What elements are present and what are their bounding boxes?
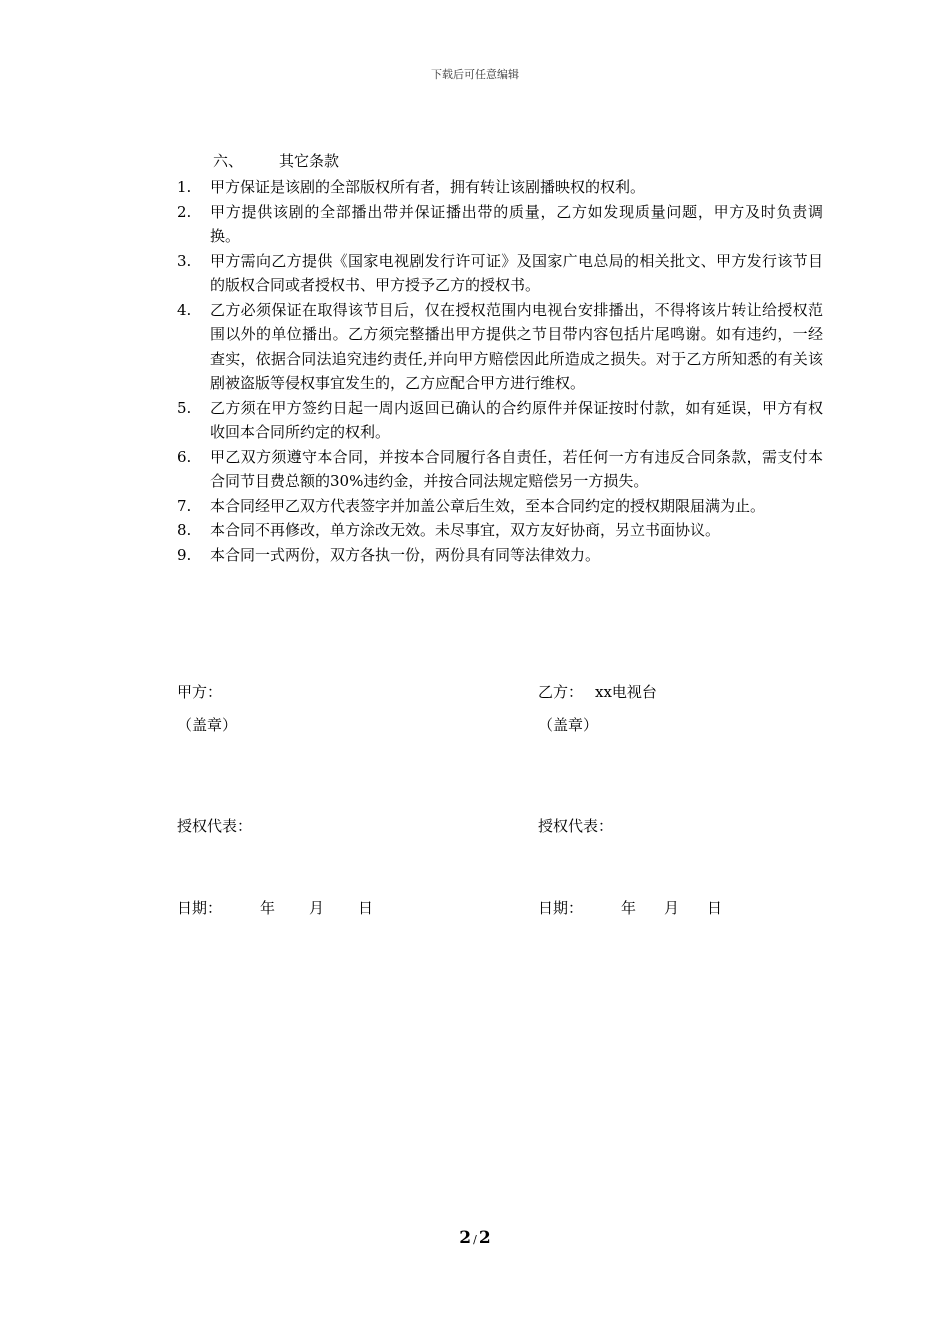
clause-number: 3. xyxy=(177,251,192,270)
header-note: 下载后可任意编辑 xyxy=(431,68,519,81)
party-b-rep-label: 授权代表： xyxy=(538,817,614,835)
clause-number: 4. xyxy=(177,300,192,319)
party-a-line xyxy=(177,681,222,703)
party-a-year: 年 xyxy=(260,899,276,917)
party-b-month: 月 xyxy=(664,899,680,917)
party-a-date-label: 日期： xyxy=(177,899,223,917)
clause-text: 乙方必须保证在取得该节目后，仅在授权范围内电视台安排播出，不得将该片转让给授权范围以外的单位播出。乙方须完整播出甲方提供之节目带内容包括片尾鸣谢。如有违约，一经查实，依据合同法追究违约责任,并向甲方赔偿因此所造成之损失。对于乙方所知悉的有关该剧被盗版等侵权事宜发生的，乙方应配合甲方进行维权。 xyxy=(210,300,823,392)
party-a-day: 日 xyxy=(358,899,374,917)
clause-text: 乙方须在甲方签约日起一周内返回已确认的合约原件并保证按时付款，如有延误，甲方有权收回本合同所约定的权利。 xyxy=(210,398,823,441)
party-b-day: 日 xyxy=(707,899,723,917)
clause-text: 甲方保证是该剧的全部版权所有者，拥有转让该剧播映权的权利。 xyxy=(210,178,646,196)
party-b-date-line xyxy=(538,897,722,919)
clause-number: 9. xyxy=(177,545,192,564)
clause-item xyxy=(175,518,823,543)
clause-text: 甲乙双方须遵守本合同，并按本合同履行各自责任，若任何一方有违反合同条款，需支付本合同节目费总额的30%违约金，并按合同法规定赔偿另一方损失。 xyxy=(210,447,823,490)
clause-list xyxy=(175,175,823,567)
party-a-seal: （盖章） xyxy=(177,716,238,734)
clause-item xyxy=(175,543,823,568)
page-number xyxy=(0,1228,950,1248)
clause-number: 6. xyxy=(177,447,192,466)
clause-text: 本合同不再修改，单方涂改无效。未尽事宜，双方友好协商，另立书面协议。 xyxy=(210,521,721,539)
clause-number: 5. xyxy=(177,398,192,417)
clause-item xyxy=(175,494,823,519)
clause-item xyxy=(175,445,823,494)
page-total: 2 xyxy=(478,1228,491,1248)
party-a-month: 月 xyxy=(309,899,325,917)
section-number: 六、 xyxy=(213,152,244,170)
party-a-rep-label: 授权代表： xyxy=(177,817,253,835)
clause-item xyxy=(175,200,823,249)
party-a-date-line xyxy=(177,897,373,919)
clause-text: 本合同经甲乙双方代表签字并加盖公章后生效，至本合同约定的授权期限届满为止。 xyxy=(210,496,766,515)
party-b-date-label: 日期： xyxy=(538,899,584,917)
clause-item xyxy=(175,175,823,200)
clause-item xyxy=(175,396,823,445)
clause-item xyxy=(175,298,823,396)
section-title: 其它条款 xyxy=(279,152,340,170)
party-b-seal: （盖章） xyxy=(538,716,599,734)
clause-text: 本合同一式两份，双方各执一份，两份具有同等法律效力。 xyxy=(210,545,601,564)
party-b-line xyxy=(538,681,657,703)
section-heading xyxy=(213,150,339,172)
clause-item xyxy=(175,249,823,298)
page-separator: / xyxy=(473,1233,477,1246)
page-current: 2 xyxy=(459,1228,472,1248)
party-b-label: 乙方： xyxy=(538,683,584,701)
clause-number: 8. xyxy=(177,521,192,539)
clause-number: 1. xyxy=(177,178,192,196)
clause-number: 2. xyxy=(177,202,192,221)
clause-number: 7. xyxy=(177,496,192,515)
clause-text: 甲方提供该剧的全部播出带并保证播出带的质量，乙方如发现质量问题，甲方及时负责调换。 xyxy=(210,202,823,245)
party-b-year: 年 xyxy=(621,899,637,917)
party-a-label: 甲方： xyxy=(177,683,223,701)
clause-text: 甲方需向乙方提供《国家电视剧发行许可证》及国家广电总局的相关批文、甲方发行该节目的版权合同或者授权书、甲方授予乙方的授权书。 xyxy=(210,251,823,294)
party-b-name: xx电视台 xyxy=(595,683,657,701)
